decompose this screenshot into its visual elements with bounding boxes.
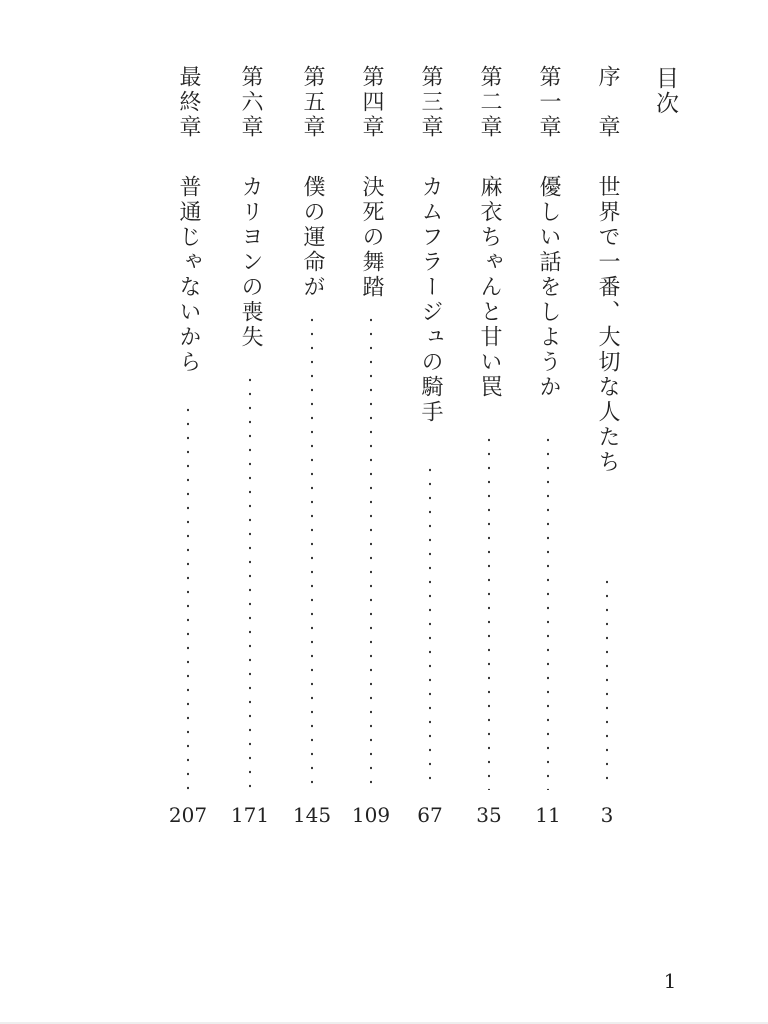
chapter-page-number: 3 (600, 803, 614, 827)
chapter-title: 決死の舞踏 (359, 175, 384, 300)
chapter-title: 麻衣ちゃんと甘い罠 (477, 175, 502, 400)
chapter-title: カムフラージュの騎手 (418, 175, 443, 425)
chapter-page-number: 207 (168, 803, 208, 827)
chapter-title: 普通じゃないから (176, 175, 201, 375)
chapter-label: 第三章 (418, 65, 443, 140)
dot-leader (311, 313, 313, 790)
chapter-label: 第二章 (477, 65, 502, 140)
toc-entry[interactable] (410, 0, 450, 860)
toc-entry[interactable] (528, 0, 568, 860)
chapter-page-number: 11 (535, 803, 561, 827)
dot-leader (187, 403, 189, 790)
chapter-page-number: 67 (417, 803, 443, 827)
chapter-title: 僕の運命が (300, 175, 325, 300)
dot-leader (606, 575, 608, 790)
dot-leader (370, 313, 372, 790)
chapter-label: 第一章 (536, 65, 561, 140)
toc-entry[interactable] (292, 0, 332, 860)
chapter-page-number: 109 (351, 803, 391, 827)
chapter-label: 第五章 (300, 65, 325, 140)
toc-entry[interactable] (587, 0, 627, 860)
chapter-label: 最終章 (176, 65, 201, 140)
page-number: 1 (663, 969, 677, 993)
dot-leader (547, 433, 549, 790)
chapter-title: 優しい話をしようか (536, 175, 561, 400)
chapter-label: 第六章 (238, 65, 263, 140)
chapter-label: 第四章 (359, 65, 384, 140)
dot-leader (488, 433, 490, 790)
chapter-page-number: 145 (292, 803, 332, 827)
dot-leader (429, 463, 431, 790)
toc-entry[interactable] (230, 0, 270, 860)
chapter-page-number: 35 (476, 803, 502, 827)
toc-entry[interactable] (168, 0, 208, 860)
chapter-label: 序 章 (595, 65, 620, 140)
dot-leader (249, 373, 251, 790)
chapter-title: 世界で一番、大切な人たち (595, 175, 620, 475)
chapter-page-number: 171 (230, 803, 270, 827)
toc-entry[interactable] (351, 0, 391, 860)
toc-heading: 目次 (652, 66, 678, 116)
chapter-title: カリヨンの喪失 (238, 175, 263, 350)
toc-entry[interactable] (469, 0, 509, 860)
